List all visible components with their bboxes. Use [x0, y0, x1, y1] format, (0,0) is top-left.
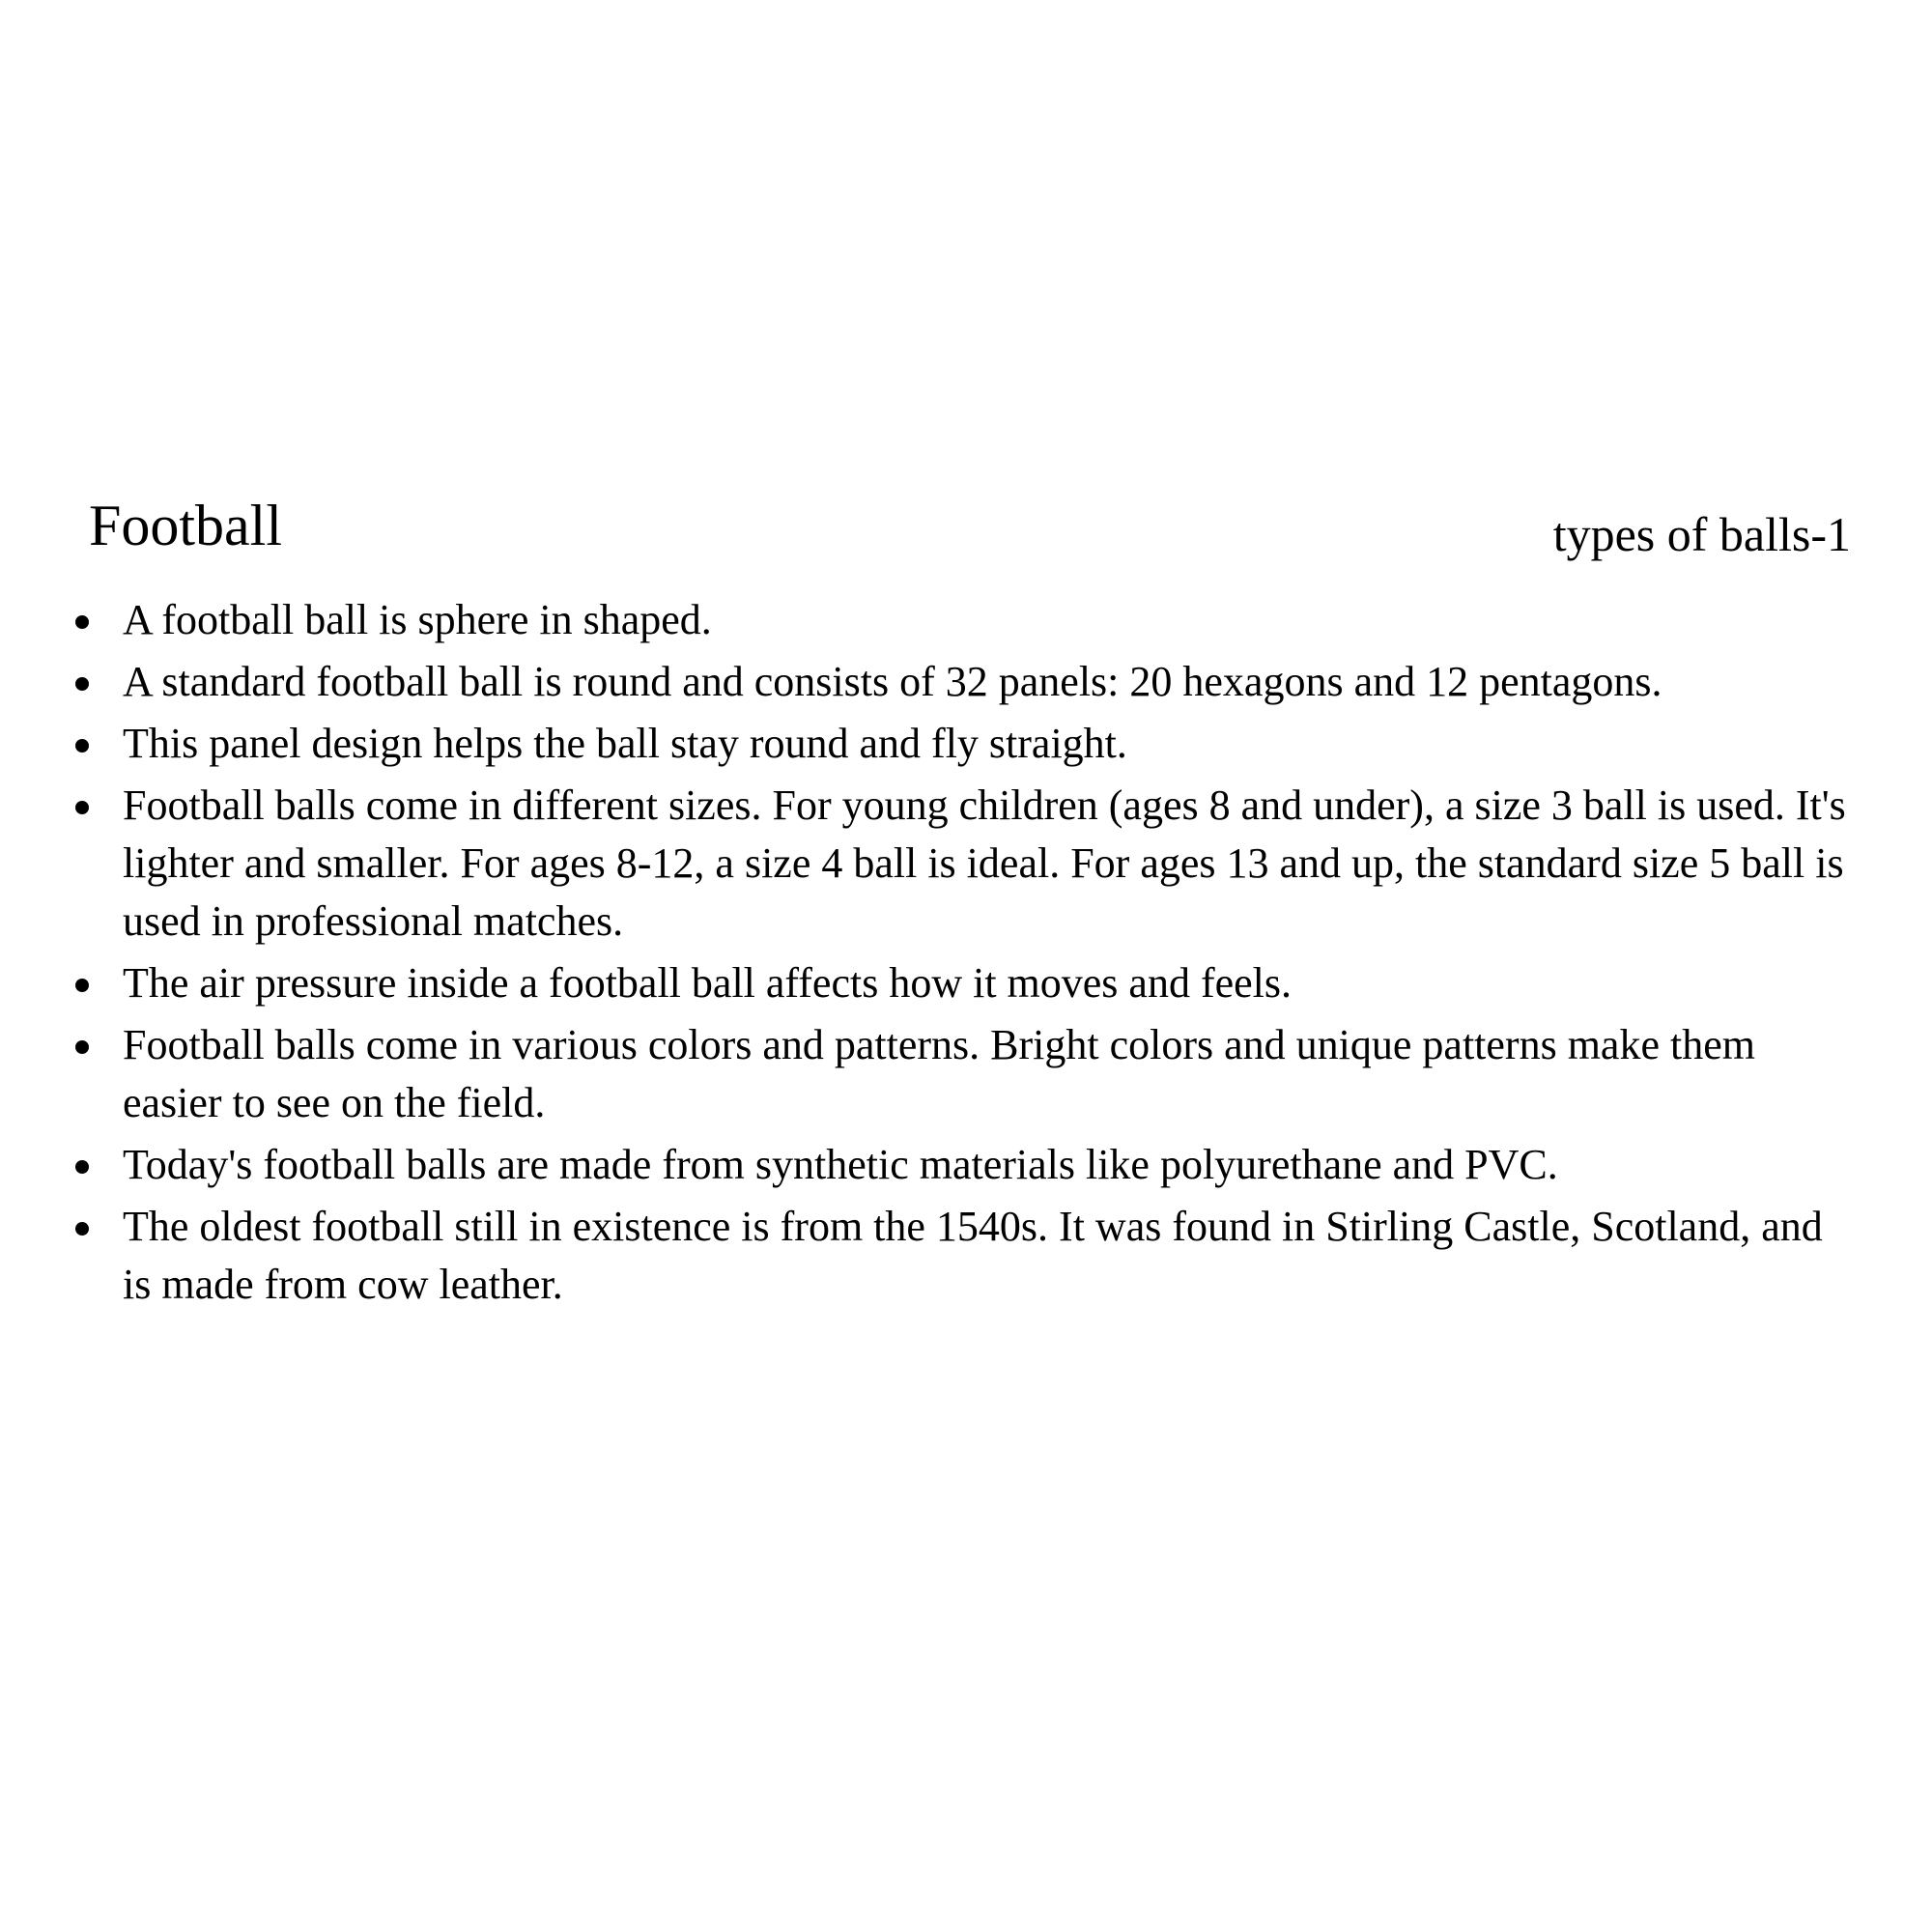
list-item-text: The air pressure inside a football ball affects how it moves and feels. [123, 959, 1293, 1007]
list-item [0, 1136, 1852, 1194]
list-item-text: The oldest football still in existence is from the 1540s. It was found in Stirling Castle, Scotland, and is made from cow leather. [123, 1203, 1823, 1308]
bullet-icon [75, 979, 89, 992]
list-item-text: A football ball is sphere in shaped. [123, 596, 712, 643]
fact-list [0, 591, 1932, 1318]
bullet-icon [75, 615, 89, 629]
list-item-text: This panel design helps the ball stay round and fly straight. [123, 720, 1127, 767]
list-item-text: A standard football ball is round and consists of 32 panels: 20 hexagons and 12 pentagons. [123, 658, 1662, 705]
list-item [0, 1016, 1852, 1132]
list-item-text: Football balls come in various colors and patterns. Bright colors and unique patterns make them easier to see on the field. [123, 1021, 1755, 1126]
bullet-icon [75, 739, 89, 753]
bullet-icon [75, 677, 89, 691]
bullet-icon [75, 1160, 89, 1174]
list-item [0, 777, 1852, 951]
list-item-text: Football balls come in different sizes. For young children (ages 8 and under), a size 3 ball is used. It's lighter and smaller. For ages 8-12, a size 4 ball is ideal. For ages 13 and up, the standard size 5 ball is used in professional matches. [123, 781, 1846, 945]
list-item [0, 715, 1852, 773]
list-item [0, 1198, 1852, 1314]
series-label: types of balls-1 [1552, 507, 1851, 561]
list-item [0, 591, 1852, 649]
page-title: Football [89, 494, 283, 557]
bullet-icon [75, 1040, 89, 1054]
bullet-icon [75, 1222, 89, 1236]
list-item-text: Today's football balls are made from synthetic materials like polyurethane and PVC. [123, 1141, 1558, 1188]
list-item [0, 653, 1852, 711]
list-item [0, 954, 1852, 1012]
bullet-icon [75, 801, 89, 814]
